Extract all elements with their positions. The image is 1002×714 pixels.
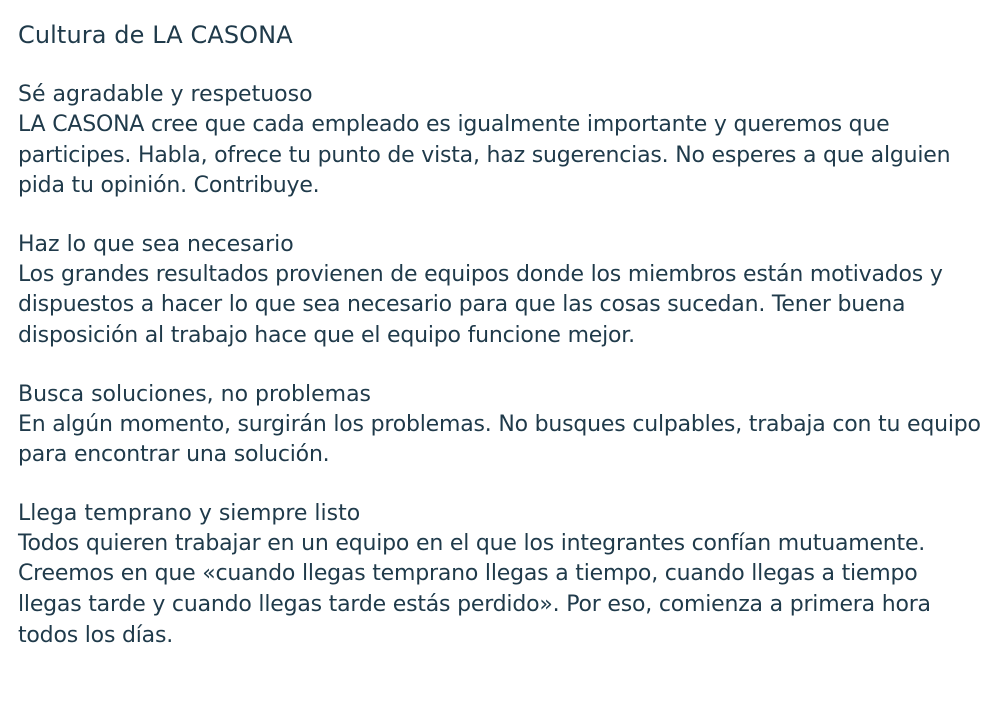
section-body: LA CASONA cree que cada empleado es igualmente importante y queremos que participes. Habla, ofrece tu punto de vista, haz sugerencias. No esperes a que alguien pida tu opinión. Contribuye. (18, 112, 951, 199)
section-body: Todos quieren trabajar en un equipo en el que los integrantes confían mutuamente. Creemos en que «cuando llegas temprano llegas a tiempo, cuando llegas a tiempo llegas tarde y cuando llegas tarde estás perdido». Por eso, comienza a primera hora todos los días. (18, 530, 931, 648)
section-heading: Llega temprano y siempre listo (18, 500, 361, 526)
section-heading: Sé agradable y respetuoso (18, 82, 313, 107)
section-heading: Busca soluciones, no problemas (18, 381, 372, 407)
section-do-whats-needed (18, 230, 984, 352)
section-body: Los grandes resultados provienen de equipos donde los miembros están motivados y dispuestos a hacer lo que sea necesario para que las cosas sucedan. Tener buena disposición al trabajo hace que el equipo funcione mejor. (18, 261, 943, 348)
section-arrive-early (18, 499, 984, 651)
section-be-kind (18, 80, 984, 202)
section-find-solutions (18, 380, 984, 471)
page-title: Cultura de LA CASONA (18, 21, 293, 49)
section-heading: Haz lo que sea necesario (18, 231, 294, 257)
section-body: En algún momento, surgirán los problemas. No busques culpables, trabaja con tu equipo para encontrar una solución. (18, 411, 981, 468)
